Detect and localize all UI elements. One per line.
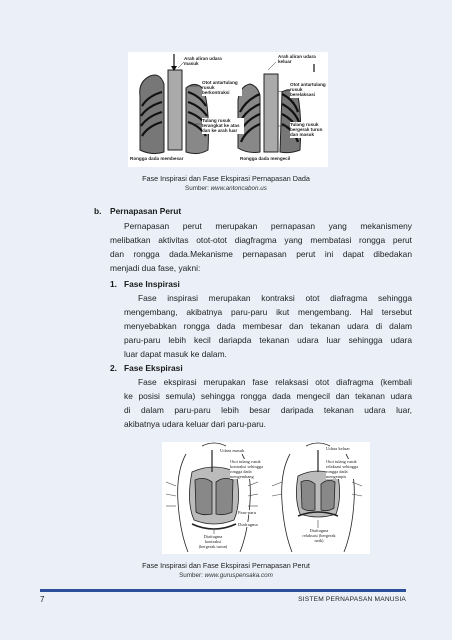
chest-breathing-figure [128, 52, 328, 167]
fig2-label-lungs: Paru-paru [238, 510, 257, 515]
item1-line-4: paru-paru lebih kecil dariapda tekanan udara luar sehingga udara [124, 335, 412, 345]
page-number: 7 [40, 595, 45, 604]
figure1-source-url: www.antoncabon.us [210, 185, 267, 192]
fig2-label-muscle-relax: Otot tulang rusuk relaksasi sehingga rongga dada mengempis [326, 459, 366, 479]
footer-title: SISTEM PERNAPASAN MANUSIA [298, 596, 406, 603]
item1-line-3: menyebabkan rongga dada membesar dan tekanan udara di dalam [124, 321, 412, 331]
item1-line-1: Fase inspirasi merupakan kontraksi otot diafragma sehingga [138, 293, 412, 303]
fig1-label-air-out: Arah aliran udara keluar [278, 54, 318, 64]
item1-number: 1. [110, 279, 117, 289]
item2-line-2: ke posisi semula) sehingga rongga dada mengecil dan tekanan udara [124, 391, 412, 401]
figure2-source-prefix: Sumber: [179, 572, 205, 579]
intro-line-3: dan rongga dada.Mekanisme pernapasan perut ini dapat dibedakan [110, 249, 412, 259]
intro-line-2: melibatkan aktivitas otot-otot diagfragma yang membatasi rongga perut [110, 235, 412, 245]
fig2-label-diaphragm-contract: Diafragma kontraksi (bergerak turun) [196, 534, 230, 549]
intro-line-1: Pernapasan perut merupakan pernapasan yang mekanismeny [124, 221, 412, 231]
expiration-lungs [238, 55, 317, 153]
fig2-label-muscle-contract: Otot tulang rusuk kontraksi sehingga rongga dada mengembang [230, 459, 264, 479]
item2-title: Fase Ekspirasi [124, 363, 183, 373]
section-title: Pernapasan Perut [110, 206, 182, 216]
fig2-label-diaphragm: Diafragma [238, 522, 258, 527]
figure2-caption: Fase Inspirasi dan Fase Ekspirasi Pernapasan Perut [142, 561, 310, 570]
item2-line-4: akibatnya udara keluar dari paru-paru. [124, 419, 266, 429]
fig2-label-air-in: Udara masuk [220, 448, 245, 453]
fig1-label-muscle-contract: Otot antartulang rusuk berkontraksi [202, 80, 242, 96]
fig1-label-rib-down: Tulang rusuk bergerak turun dan masuk [290, 122, 328, 138]
fig1-label-air-in: Arah aliran udara masuk [184, 56, 230, 66]
item1-title: Fase Inspirasi [124, 279, 180, 289]
figure2-source [0, 572, 452, 579]
footer-rule [40, 589, 406, 592]
fig1-label-rib-up: Tulang rusuk terangkat ke atas dan ke arah luar [202, 118, 244, 134]
figure1-source-prefix: Sumber: [185, 185, 211, 192]
item1-line-5: luar dapat masuk ke dalam. [124, 349, 227, 359]
intro-line-4: menjadi dua fase, yakni: [110, 263, 201, 273]
fig2-label-diaphragm-relax: Diafragma relaksasi (bergerak naik) [302, 528, 336, 543]
abdominal-breathing-figure [162, 442, 370, 554]
figure2-source-url: www.guruspensaka.com [204, 572, 273, 579]
item2-line-3: di dalam paru-paru lebih besar daripada tekanan udara luar, [124, 405, 412, 415]
fig1-label-cavity-shrink: Rongga dada mengecil [240, 156, 291, 161]
fig1-label-muscle-relax: Otot antartulang rusuk berelaksasi [290, 82, 328, 98]
inspiration-lungs [140, 54, 209, 154]
figure1-source [0, 185, 452, 192]
item1-line-2: mengembang, akibatnya paru-paru ikut mengembang. Hal tersebut [124, 307, 412, 317]
item2-number: 2. [110, 363, 117, 373]
fig2-label-air-out: Udara keluar [326, 446, 350, 451]
fig1-label-cavity-expand: Rongga dada membesar [130, 156, 184, 161]
item2-line-1: Fase ekspirasi merupakan fase relaksasi otot diafragma (kembali [138, 377, 412, 387]
figure1-caption: Fase Inspirasi dan Fase Ekspirasi Pernapasan Dada [142, 174, 310, 183]
chest-breathing-illustration [128, 52, 328, 167]
section-letter: b. [94, 206, 102, 216]
